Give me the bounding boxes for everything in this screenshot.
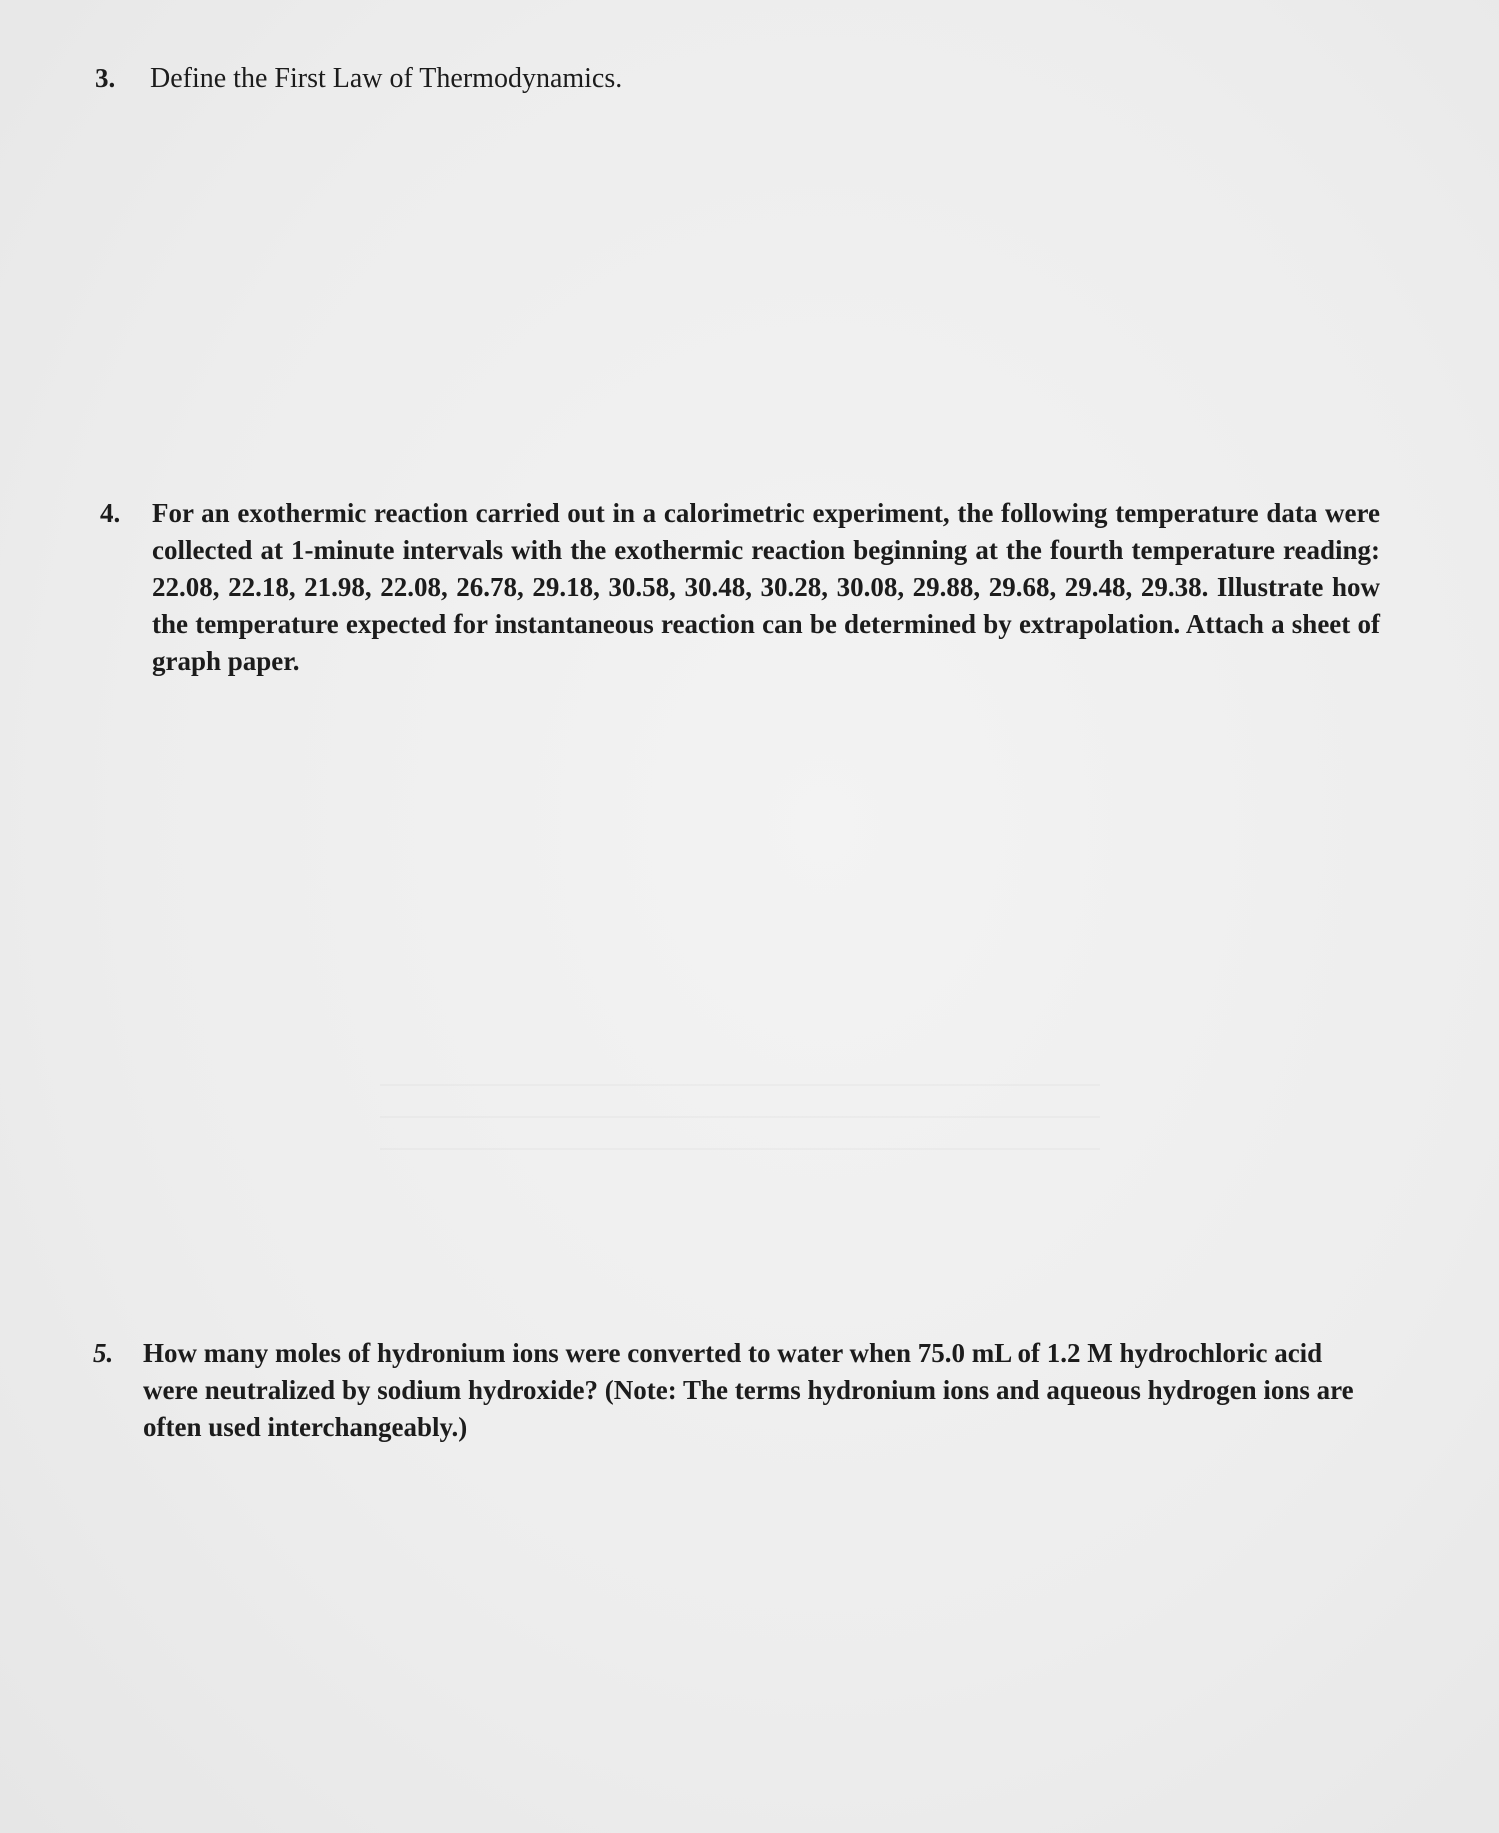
question-5 bbox=[93, 1335, 1375, 1446]
question-number: 3. bbox=[95, 63, 116, 93]
question-text: How many moles of hydronium ions were converted to water when 75.0 mL of 1.2 M hydrochloric acid were neutralized by sodium hydroxide? (Note: The terms hydronium ions and aqueous hydrogen ions are often used interchangeably.) bbox=[143, 1338, 1354, 1442]
question-number: 5. bbox=[93, 1338, 114, 1368]
question-text: Define the First Law of Thermodynamics. bbox=[150, 63, 623, 94]
question-text: For an exothermic reaction carried out in a calorimetric experiment, the following temperature data were collected at 1-minute intervals with the exothermic reaction beginning at the fourth temperature reading: 22.08, 22.18, 21.98, 22.08, 26.78, 29.18, 30.58, 30.48, 30.28, 30.08, 29.88, 29.68, 29.48, 29.38. Illustrate how the temperature expected for instantaneous reaction can be determined by extrapolation. Attach a sheet of graph paper. bbox=[152, 498, 1380, 676]
question-3 bbox=[95, 60, 1385, 97]
question-number: 4. bbox=[100, 498, 121, 528]
question-4 bbox=[100, 495, 1380, 680]
bleed-through-shadow bbox=[380, 1060, 1100, 1180]
